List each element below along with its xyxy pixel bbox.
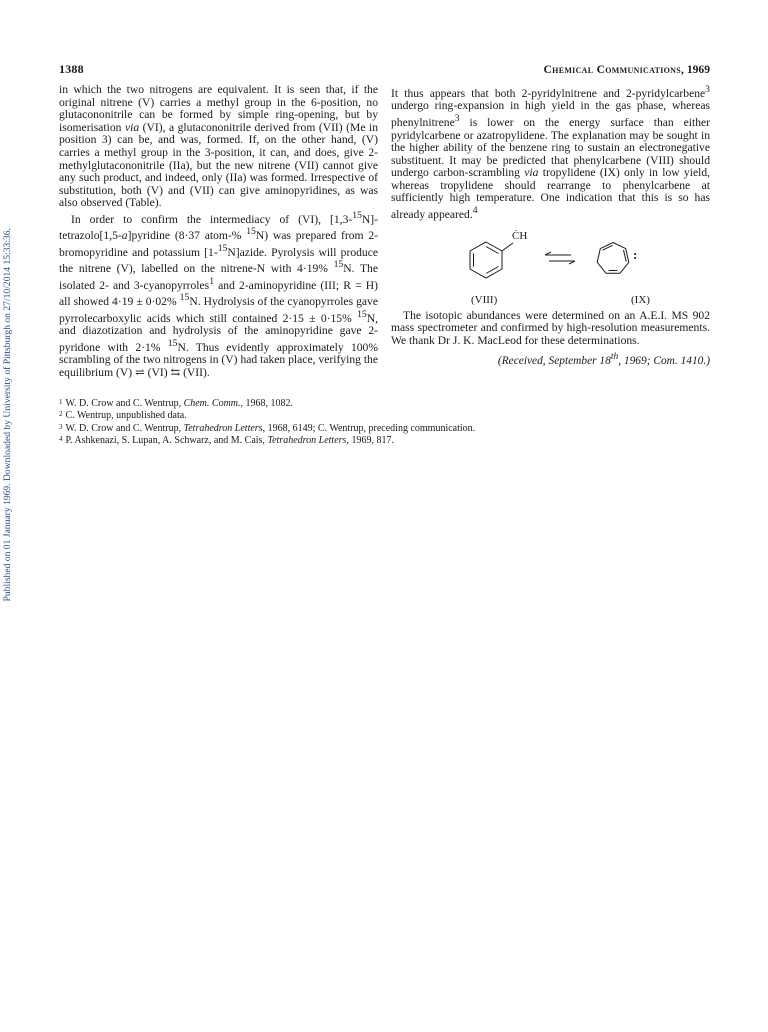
- phenylcarbene-structure: [470, 242, 513, 278]
- right-paragraph-2: The isotopic abundances were determined on an A.E.I. MS 902 mass spectrometer and confirmed by high-resolution measurements. We thank Dr J. K. MacLeod for these determinations.: [391, 308, 710, 347]
- right-paragraph-1: It thus appears that both 2-pyridylnitrene and 2-pyridylcarbene$^3$ undergo ring-expansion in high yield in the gas phase, whereas phenylnitrene$^3$ is lower on the energy surface than either pyridylcarbene or azatropylidene. The explanation may be sought in the higher ability of the benzene ring to sustain an electronegative substituent. It may be predicted that phenylcarbene (VIII) should undergo carbon-scrambling via tropylidene (IX) only in low yield, whereas tropylidene should rearrange to phenylcarbene at sufficiently high temperature. One indication that this is so has already appeared.$^4$: [391, 84, 711, 221]
- carbene-label: ĊH: [512, 229, 528, 242]
- references: [59, 397, 709, 447]
- download-stamp: [0, 205, 14, 625]
- equilibrium-arrows: [545, 252, 575, 264]
- reference-item: $^4$ P. Ashkenazi, S. Lupan, A. Schwarz, and M. Cais, Tetrahedron Letters, 1969, 817.: [59, 435, 394, 447]
- tropylidene-structure: [597, 242, 629, 273]
- download-stamp-text: Published on 01 January 1969. Downloaded by University of Pittsburgh on 27/10/2014 15:33:36.: [1, 228, 13, 602]
- reference-item: $^2$ C. Wentrup, unpublished data.: [59, 410, 187, 422]
- page-number: 1388: [59, 62, 84, 76]
- label-ix: (IX): [631, 293, 650, 306]
- journal-name: Chemical Communications: [543, 63, 682, 76]
- left-column: [59, 84, 378, 379]
- received-note: (Received, September 18th, 1969; Com. 1410.): [497, 352, 710, 368]
- reference-item: $^1$ W. D. Crow and C. Wentrup, Chem. Comm., 1968, 1082.: [59, 398, 294, 409]
- journal-year: 1969: [686, 63, 710, 76]
- carbene-colon: :: [633, 246, 638, 262]
- left-paragraph-1: in which the two nitrogens are equivalent. It is seen that, if the original nitrene (V) carries a methyl group in the 6-position, no glutacononitrile can be formed by simple ring-opening, but by isomerisation via (VI), a glutacononitrile derived from (VII) (Me in position 3) can be, and was, formed. If, on the other hand, (V) carries a methyl group in the 3-position, it can, and does, give 2-methylglutacononitrile (IIa), but the new nitrene (VII) cannot give any such product, and indeed, only (IIa) was formed. Irrespective of substitution, both (V) and (VII) can give aminopyridines, as was also observed (Table).: [59, 83, 378, 210]
- right-column: [391, 84, 710, 368]
- running-head: Chemical Communications, 1969: [543, 63, 710, 76]
- left-paragraph-2: In order to confirm the intermediacy of (VI), [1,3-$^{15}$N]-tetrazolo[1,5-a]pyridine (8·37 atom-% $^{15}$N) was prepared from 2-bromopyridine and potassium [1-$^{15}$N]azide. Pyrolysis will produce the nitrene (V), labelled on the nitrene-N with 4·19% $^{15}$N. The isolated 2- and 3-cyanopyrroles$^1$ and 2-aminopyridine (III; R = H) all showed 4·19 ± 0·02% $^{15}$N. Hydrolysis of the cyanopyrroles gave pyrrolecarboxylic acids which still contained 2·15 ± 0·15% $^{15}$N, and diazotization and hydrolysis of the aminopyridine gave 2-pyridone with 2·1% $^{15}$N. Thus evidently approximately 100% scrambling of the two nitrogens in (V) had taken place, verifying the equilibrium (V) ⇌ (VI) ⇆ (VII).: [59, 209, 378, 379]
- scheme-drawing: [391, 228, 710, 310]
- reaction-scheme: [391, 228, 710, 310]
- reference-item: $^3$ W. D. Crow and C. Wentrup, Tetrahedron Letters, 1968, 6149; C. Wentrup, preceding communication.: [59, 422, 476, 434]
- label-viii: (VIII): [471, 293, 498, 306]
